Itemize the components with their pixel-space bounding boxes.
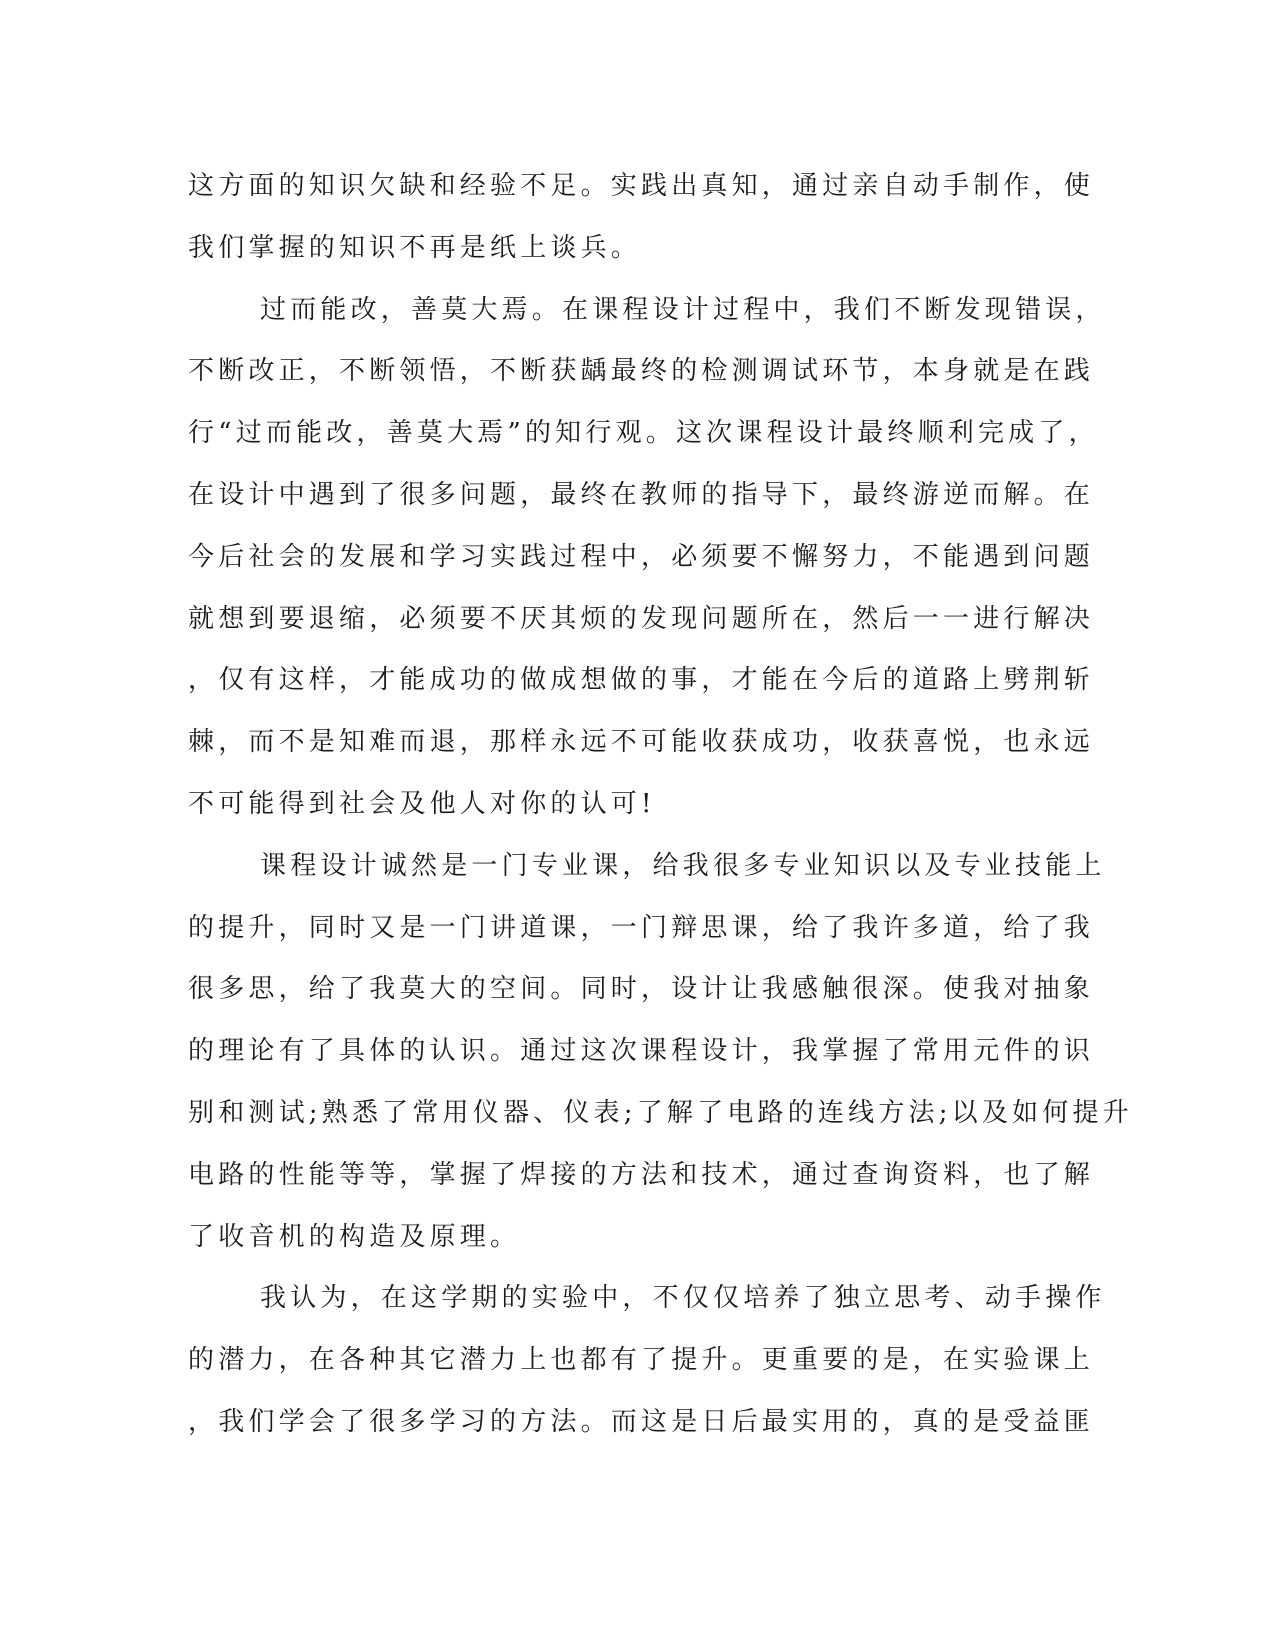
document-body [188, 156, 1133, 1454]
text-line: 了收音机的构造及原理。 [188, 1221, 521, 1252]
text-line: 过而能改，善莫大焉。在课程设计过程中，我们不断发现错误， [260, 294, 1106, 325]
text-line: 不断改正，不断领悟，不断获龋最终的检测调试环节，本身就是在践 [188, 356, 1095, 387]
text-line: 课程设计诚然是一门专业课，给我很多专业知识以及专业技能上 [260, 850, 1106, 881]
text-line: 的提升，同时又是一门讲道课，一门辩思课，给了我许多道，给了我 [188, 912, 1095, 943]
text-line: ，仅有这样，才能成功的做成想做的事，才能在今后的道路上劈荆斩 [188, 665, 1095, 696]
text-line: 不可能得到社会及他人对你的认可! [188, 788, 656, 819]
text-line: 的潜力，在各种其它潜力上也都有了提升。更重要的是，在实验课上 [188, 1345, 1095, 1376]
text-line: 这方面的知识欠缺和经验不足。实践出真知，通过亲自动手制作，使 [188, 171, 1095, 201]
text-line: 很多思，给了我莫大的空间。同时，设计让我感触很深。使我对抽象 [188, 974, 1095, 1005]
text-line: 在设计中遇到了很多问题，最终在教师的指导下，最终游逆而解。在 [188, 479, 1095, 510]
text-line: 今后社会的发展和学习实践过程中，必须要不懈努力，不能遇到问题 [188, 541, 1095, 572]
text-line: 的理论有了具体的认识。通过这次课程设计，我掌握了常用元件的识 [188, 1036, 1095, 1067]
text-line: 别和测试;熟悉了常用仪器、仪表;了解了电路的连线方法;以及如何提升 [188, 1097, 1133, 1128]
text-line: 棘，而不是知难而退，那样永远不可能收获成功，收获喜悦，也永远 [188, 727, 1095, 758]
text-line: 我认为，在这学期的实验中，不仅仅培养了独立思考、动手操作 [260, 1283, 1106, 1314]
text-line: 就想到要退缩，必须要不厌其烦的发现问题所在，然后一一进行解决 [188, 603, 1095, 634]
text-line: 电路的性能等等，掌握了焊接的方法和技术，通过查询资料，也了解 [188, 1159, 1095, 1190]
text-line: 行“过而能改，善莫大焉”的知行观。这次课程设计最终顺利完成了， [188, 418, 1099, 449]
text-line: 我们掌握的知识不再是纸上谈兵。 [188, 232, 642, 263]
text-line: ，我们学会了很多学习的方法。而这是日后最实用的，真的是受益匪 [188, 1406, 1095, 1437]
